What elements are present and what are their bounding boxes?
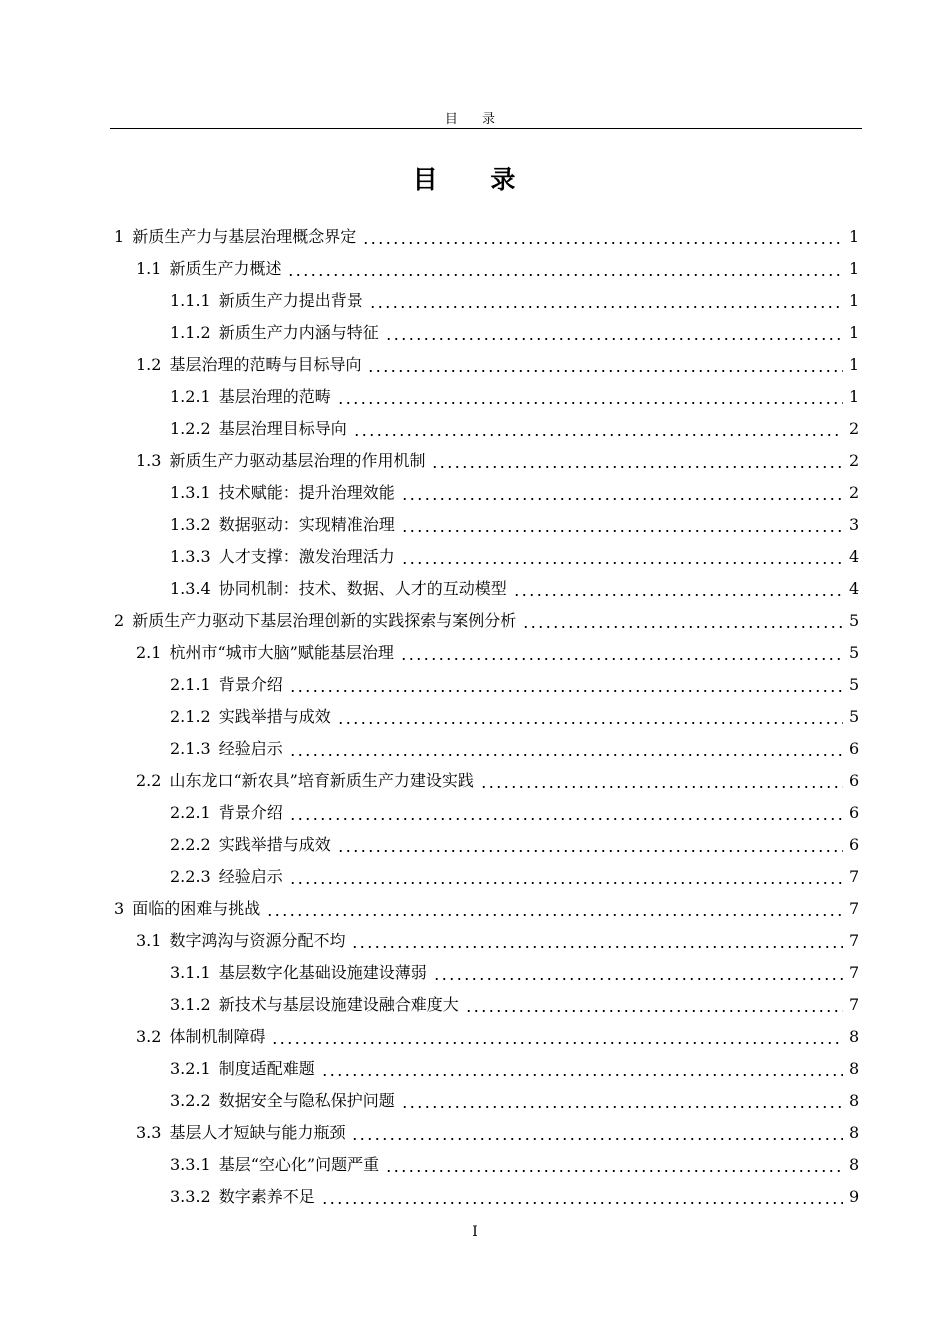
toc-entry-page: 5 — [849, 611, 860, 630]
toc-title: 目 录 — [412, 165, 538, 194]
toc-entry[interactable] — [136, 1117, 950, 1149]
dot-leader — [400, 637, 843, 669]
toc-entry-page: 1 — [849, 355, 860, 374]
toc-entry-title: 新技术与基层设施建设融合难度大 — [218, 995, 459, 1014]
dot-leader — [431, 445, 843, 477]
toc-entry-page: 6 — [849, 835, 860, 854]
dot-leader — [369, 285, 843, 317]
dot-leader — [289, 861, 843, 893]
dot-leader — [401, 477, 843, 509]
toc-entry-number: 1.2 — [136, 355, 162, 374]
toc-entry-number: 3.2.1 — [170, 1059, 211, 1078]
toc-entry-title: 数字鸿沟与资源分配不均 — [169, 931, 346, 950]
toc-entry-number: 3.3.2 — [170, 1187, 211, 1206]
toc-entry-number: 1.3.1 — [170, 483, 211, 502]
toc-entry-number: 3.3 — [136, 1123, 162, 1142]
toc-entry-number: 3.1.2 — [170, 995, 211, 1014]
toc-entry-title: 经验启示 — [218, 867, 283, 886]
dot-leader — [337, 829, 843, 861]
toc-entry[interactable] — [170, 541, 950, 573]
toc-entry[interactable] — [170, 573, 950, 605]
table-of-contents — [0, 221, 950, 1213]
toc-entry-number: 1.3.4 — [170, 579, 211, 598]
toc-entry-page: 1 — [849, 387, 860, 406]
toc-entry-page: 7 — [849, 899, 860, 918]
toc-entry-title: 新质生产力概述 — [169, 259, 282, 278]
toc-entry[interactable] — [136, 1021, 950, 1053]
toc-entry[interactable] — [170, 1053, 950, 1085]
toc-entry-page: 5 — [849, 675, 860, 694]
toc-entry-title: 杭州市“城市大脑”赋能基层治理 — [169, 643, 394, 662]
toc-entry[interactable] — [170, 669, 950, 701]
toc-entry-page: 1 — [849, 323, 860, 342]
toc-entry[interactable] — [170, 1085, 950, 1117]
toc-entry-page: 2 — [849, 483, 860, 502]
toc-entry-title: 基层治理目标导向 — [218, 419, 347, 438]
toc-entry[interactable] — [170, 317, 950, 349]
header-rule — [110, 128, 862, 129]
toc-entry[interactable] — [114, 893, 950, 925]
toc-entry[interactable] — [114, 221, 950, 253]
dot-leader — [321, 1053, 843, 1085]
toc-entry[interactable] — [136, 765, 950, 797]
dot-leader — [337, 701, 843, 733]
dot-leader — [337, 381, 843, 413]
toc-entry[interactable] — [170, 381, 950, 413]
toc-entry[interactable] — [136, 253, 950, 285]
toc-entry[interactable] — [136, 925, 950, 957]
running-header: 目 录 — [444, 112, 506, 127]
toc-entry-number: 2.2.3 — [170, 867, 211, 886]
toc-entry[interactable] — [170, 701, 950, 733]
toc-entry[interactable] — [170, 861, 950, 893]
dot-leader — [522, 605, 843, 637]
dot-leader — [401, 541, 843, 573]
dot-leader — [321, 1181, 843, 1213]
toc-entry-page: 7 — [849, 867, 860, 886]
toc-entry-title: 新质生产力与基层治理概念界定 — [132, 227, 357, 246]
toc-entry[interactable] — [170, 285, 950, 317]
toc-entry-number: 2.1.1 — [170, 675, 211, 694]
dot-leader — [351, 1117, 843, 1149]
dot-leader — [289, 733, 843, 765]
toc-entry-page: 8 — [849, 1027, 860, 1046]
toc-entry[interactable] — [170, 829, 950, 861]
dot-leader — [289, 797, 843, 829]
toc-entry-page: 7 — [849, 963, 860, 982]
toc-entry-page: 2 — [849, 419, 860, 438]
toc-entry-title: 新质生产力内涵与特征 — [218, 323, 379, 342]
toc-entry-number: 2.1.2 — [170, 707, 211, 726]
toc-entry-page: 3 — [849, 515, 860, 534]
toc-entry-page: 5 — [849, 643, 860, 662]
toc-entry-page: 2 — [849, 451, 860, 470]
toc-entry-number: 1.1.2 — [170, 323, 211, 342]
toc-entry-title: 背景介绍 — [218, 675, 283, 694]
dot-leader — [289, 669, 843, 701]
toc-entry-page: 7 — [849, 931, 860, 950]
toc-entry-title: 基层治理的范畴 — [218, 387, 331, 406]
dot-leader — [271, 1021, 843, 1053]
dot-leader — [385, 1149, 843, 1181]
toc-entry-title: 山东龙口“新农具”培育新质生产力建设实践 — [169, 771, 474, 790]
dot-leader — [513, 573, 843, 605]
toc-entry-number: 3.2 — [136, 1027, 162, 1046]
dot-leader — [362, 221, 843, 253]
toc-entry-page: 9 — [849, 1187, 860, 1206]
toc-entry-number: 3.1.1 — [170, 963, 211, 982]
toc-entry[interactable] — [136, 445, 950, 477]
toc-entry-number: 1.3.3 — [170, 547, 211, 566]
toc-entry-page: 8 — [849, 1123, 860, 1142]
dot-leader — [465, 989, 843, 1021]
toc-entry-page: 4 — [849, 547, 860, 566]
toc-entry[interactable] — [170, 413, 950, 445]
toc-entry-number: 1.2.1 — [170, 387, 211, 406]
toc-entry-number: 2.2.1 — [170, 803, 211, 822]
toc-entry[interactable] — [114, 605, 950, 637]
toc-entry-title: 数据驱动：实现精准治理 — [218, 515, 395, 534]
toc-entry[interactable] — [170, 509, 950, 541]
toc-entry-title: 制度适配难题 — [218, 1059, 315, 1078]
toc-entry-number: 1.3.2 — [170, 515, 211, 534]
toc-entry[interactable] — [170, 1149, 950, 1181]
dot-leader — [266, 893, 843, 925]
toc-entry[interactable] — [170, 733, 950, 765]
toc-entry-title: 技术赋能：提升治理效能 — [218, 483, 395, 502]
toc-entry[interactable] — [170, 989, 950, 1021]
toc-entry-title: 基层“空心化”问题严重 — [218, 1155, 380, 1174]
dot-leader — [385, 317, 843, 349]
toc-entry-number: 1.3 — [136, 451, 162, 470]
toc-entry[interactable] — [136, 349, 950, 381]
toc-entry-number: 3 — [114, 899, 125, 918]
toc-entry[interactable] — [170, 957, 950, 989]
toc-entry-title: 面临的困难与挑战 — [132, 899, 261, 918]
toc-entry-number: 2.2.2 — [170, 835, 211, 854]
toc-entry-number: 3.2.2 — [170, 1091, 211, 1110]
dot-leader — [367, 349, 843, 381]
toc-entry[interactable] — [170, 797, 950, 829]
toc-entry-page: 6 — [849, 771, 860, 790]
toc-entry-title: 基层人才短缺与能力瓶颈 — [169, 1123, 346, 1142]
toc-entry-number: 1.1 — [136, 259, 162, 278]
toc-entry-page: 8 — [849, 1059, 860, 1078]
toc-entry-title: 数据安全与隐私保护问题 — [218, 1091, 395, 1110]
toc-entry-number: 1.1.1 — [170, 291, 211, 310]
toc-entry-number: 3.1 — [136, 931, 162, 950]
toc-entry-title: 新质生产力驱动基层治理的作用机制 — [169, 451, 426, 470]
toc-entry-title: 人才支撑：激发治理活力 — [218, 547, 395, 566]
toc-entry-page: 8 — [849, 1091, 860, 1110]
toc-entry-title: 基层治理的范畴与目标导向 — [169, 355, 362, 374]
toc-entry-page: 4 — [849, 579, 860, 598]
toc-entry-page: 1 — [849, 291, 860, 310]
toc-entry-number: 3.3.1 — [170, 1155, 211, 1174]
toc-entry-number: 2.1 — [136, 643, 162, 662]
toc-entry-title: 新质生产力提出背景 — [218, 291, 363, 310]
toc-entry-page: 8 — [849, 1155, 860, 1174]
toc-entry-number: 1.2.2 — [170, 419, 211, 438]
toc-entry-title: 基层数字化基础设施建设薄弱 — [218, 963, 427, 982]
dot-leader — [353, 413, 843, 445]
page-number: I — [472, 1224, 478, 1240]
dot-leader — [401, 1085, 843, 1117]
toc-entry-number: 1 — [114, 227, 125, 246]
toc-entry-page: 7 — [849, 995, 860, 1014]
dot-leader — [401, 509, 843, 541]
toc-entry-number: 2.2 — [136, 771, 162, 790]
toc-entry[interactable] — [136, 637, 950, 669]
toc-entry-title: 背景介绍 — [218, 803, 283, 822]
dot-leader — [480, 765, 843, 797]
dot-leader — [351, 925, 843, 957]
toc-entry-number: 2 — [114, 611, 125, 630]
toc-entry-number: 2.1.3 — [170, 739, 211, 758]
toc-entry-title: 实践举措与成效 — [218, 835, 331, 854]
toc-entry-title: 数字素养不足 — [218, 1187, 315, 1206]
toc-entry[interactable] — [170, 477, 950, 509]
toc-entry-page: 1 — [849, 227, 860, 246]
toc-entry-title: 实践举措与成效 — [218, 707, 331, 726]
toc-entry-title: 经验启示 — [218, 739, 283, 758]
toc-entry[interactable] — [170, 1181, 950, 1213]
toc-entry-title: 体制机制障碍 — [169, 1027, 266, 1046]
dot-leader — [433, 957, 843, 989]
toc-entry-page: 6 — [849, 739, 860, 758]
toc-entry-title: 协同机制：技术、数据、人才的互动模型 — [218, 579, 507, 598]
toc-entry-page: 5 — [849, 707, 860, 726]
toc-entry-title: 新质生产力驱动下基层治理创新的实践探索与案例分析 — [132, 611, 517, 630]
toc-entry-page: 1 — [849, 259, 860, 278]
dot-leader — [287, 253, 843, 285]
toc-entry-page: 6 — [849, 803, 860, 822]
